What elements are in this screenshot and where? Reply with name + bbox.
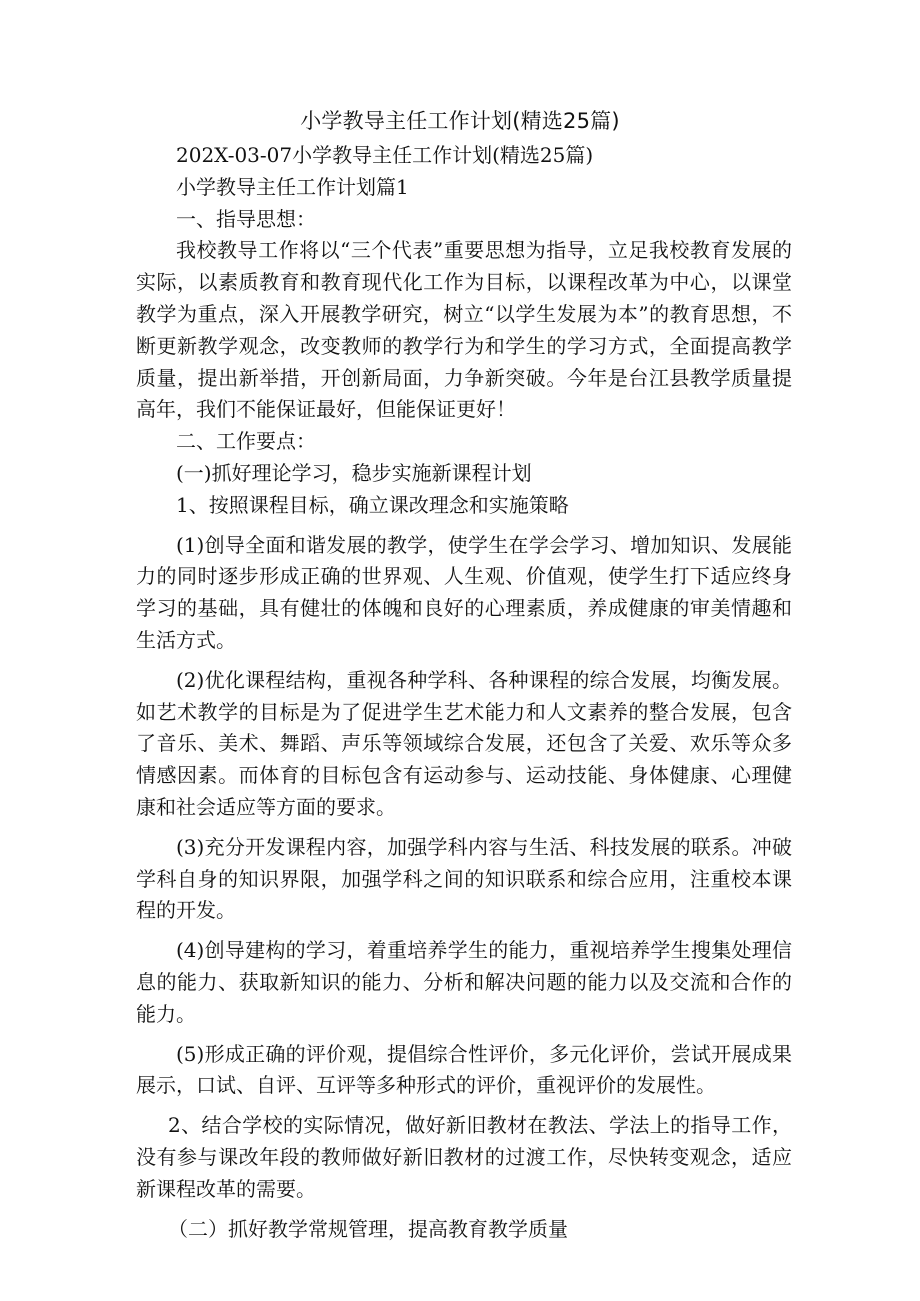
subheading-theory-study: (一)抓好理论学习，稳步实施新课程计划: [176, 460, 532, 485]
item-1: (1)创导全面和谐发展的教学，使学生在学会学习、增加知识、发展能力的同时逐步形成正确的世界观、人生观、价值观，使学生打下适应终身学习的基础，具有健壮的体魄和良好的心理素质，养成健康的审美情趣和生活方式。: [136, 532, 792, 652]
item-textbook-transition: 2、结合学校的实际情况，做好新旧教材在教法、学法上的指导工作，没有参与课改年段的教师做好新旧教材的过渡工作，尽快转变观念，适应新课程改革的需要。: [136, 1113, 792, 1201]
subheading-routine-management: （二）抓好教学常规管理，提高教育教学质量: [168, 1216, 568, 1241]
date-line: 202X-03-07小学教导主任工作计划(精选25篇): [176, 143, 594, 167]
subheading-work-points: 二、工作要点：: [176, 429, 316, 454]
section-heading: 小学教导主任工作计划篇1: [176, 174, 409, 199]
item-5: (5)形成正确的评价观，提倡综合性评价，多元化评价，尝试开展成果展示，口试、自评、互评等多种形式的评价，重视评价的发展性。: [136, 1041, 792, 1098]
document-body: [136, 140, 792, 1245]
subheading-guiding-thought: 一、指导思想：: [176, 206, 316, 231]
item-4: (4)创导建构的学习，着重培养学生的能力，重视培养学生搜集处理信息的能力、获取新知识的能力、分析和解决问题的能力以及交流和合作的能力。: [136, 938, 792, 1026]
item-2: (2)优化课程结构，重视各种学科、各种课程的综合发展，均衡发展。如艺术教学的目标是为了促进学生艺术能力和人文素养的整合发展，包含了音乐、美术、舞蹈、声乐等领域综合发展，还包含了关爱、欢乐等众多情感因素。而体育的目标包含有运动参与、运动技能、身体健康、心理健康和社会适应等方面的要求。: [136, 667, 792, 819]
item-course-goals: 1、按照课程目标，确立课改理念和实施策略: [176, 492, 569, 517]
paragraph-guiding-thought: 我校教导工作将以“三个代表”重要思想为指导，立足我校教育发展的实际，以素质教育和教育现代化工作为目标，以课程改革为中心，以课堂教学为重点，深入开展教学研究，树立“以学生发展为本”的教育思想，不断更新教学观念，改变教师的教学行为和学生的学习方式，全面提高教学质量，提出新举措，开创新局面，力争新突破。今年是台江县教学质量提高年，我们不能保证最好，但能保证更好！: [136, 238, 792, 422]
document-title: 小学教导主任工作计划(精选25篇): [300, 109, 620, 133]
item-3: (3)充分开发课程内容，加强学科内容与生活、科技发展的联系。冲破学科自身的知识界限，加强学科之间的知识联系和综合应用，注重校本课程的开发。: [136, 834, 792, 923]
